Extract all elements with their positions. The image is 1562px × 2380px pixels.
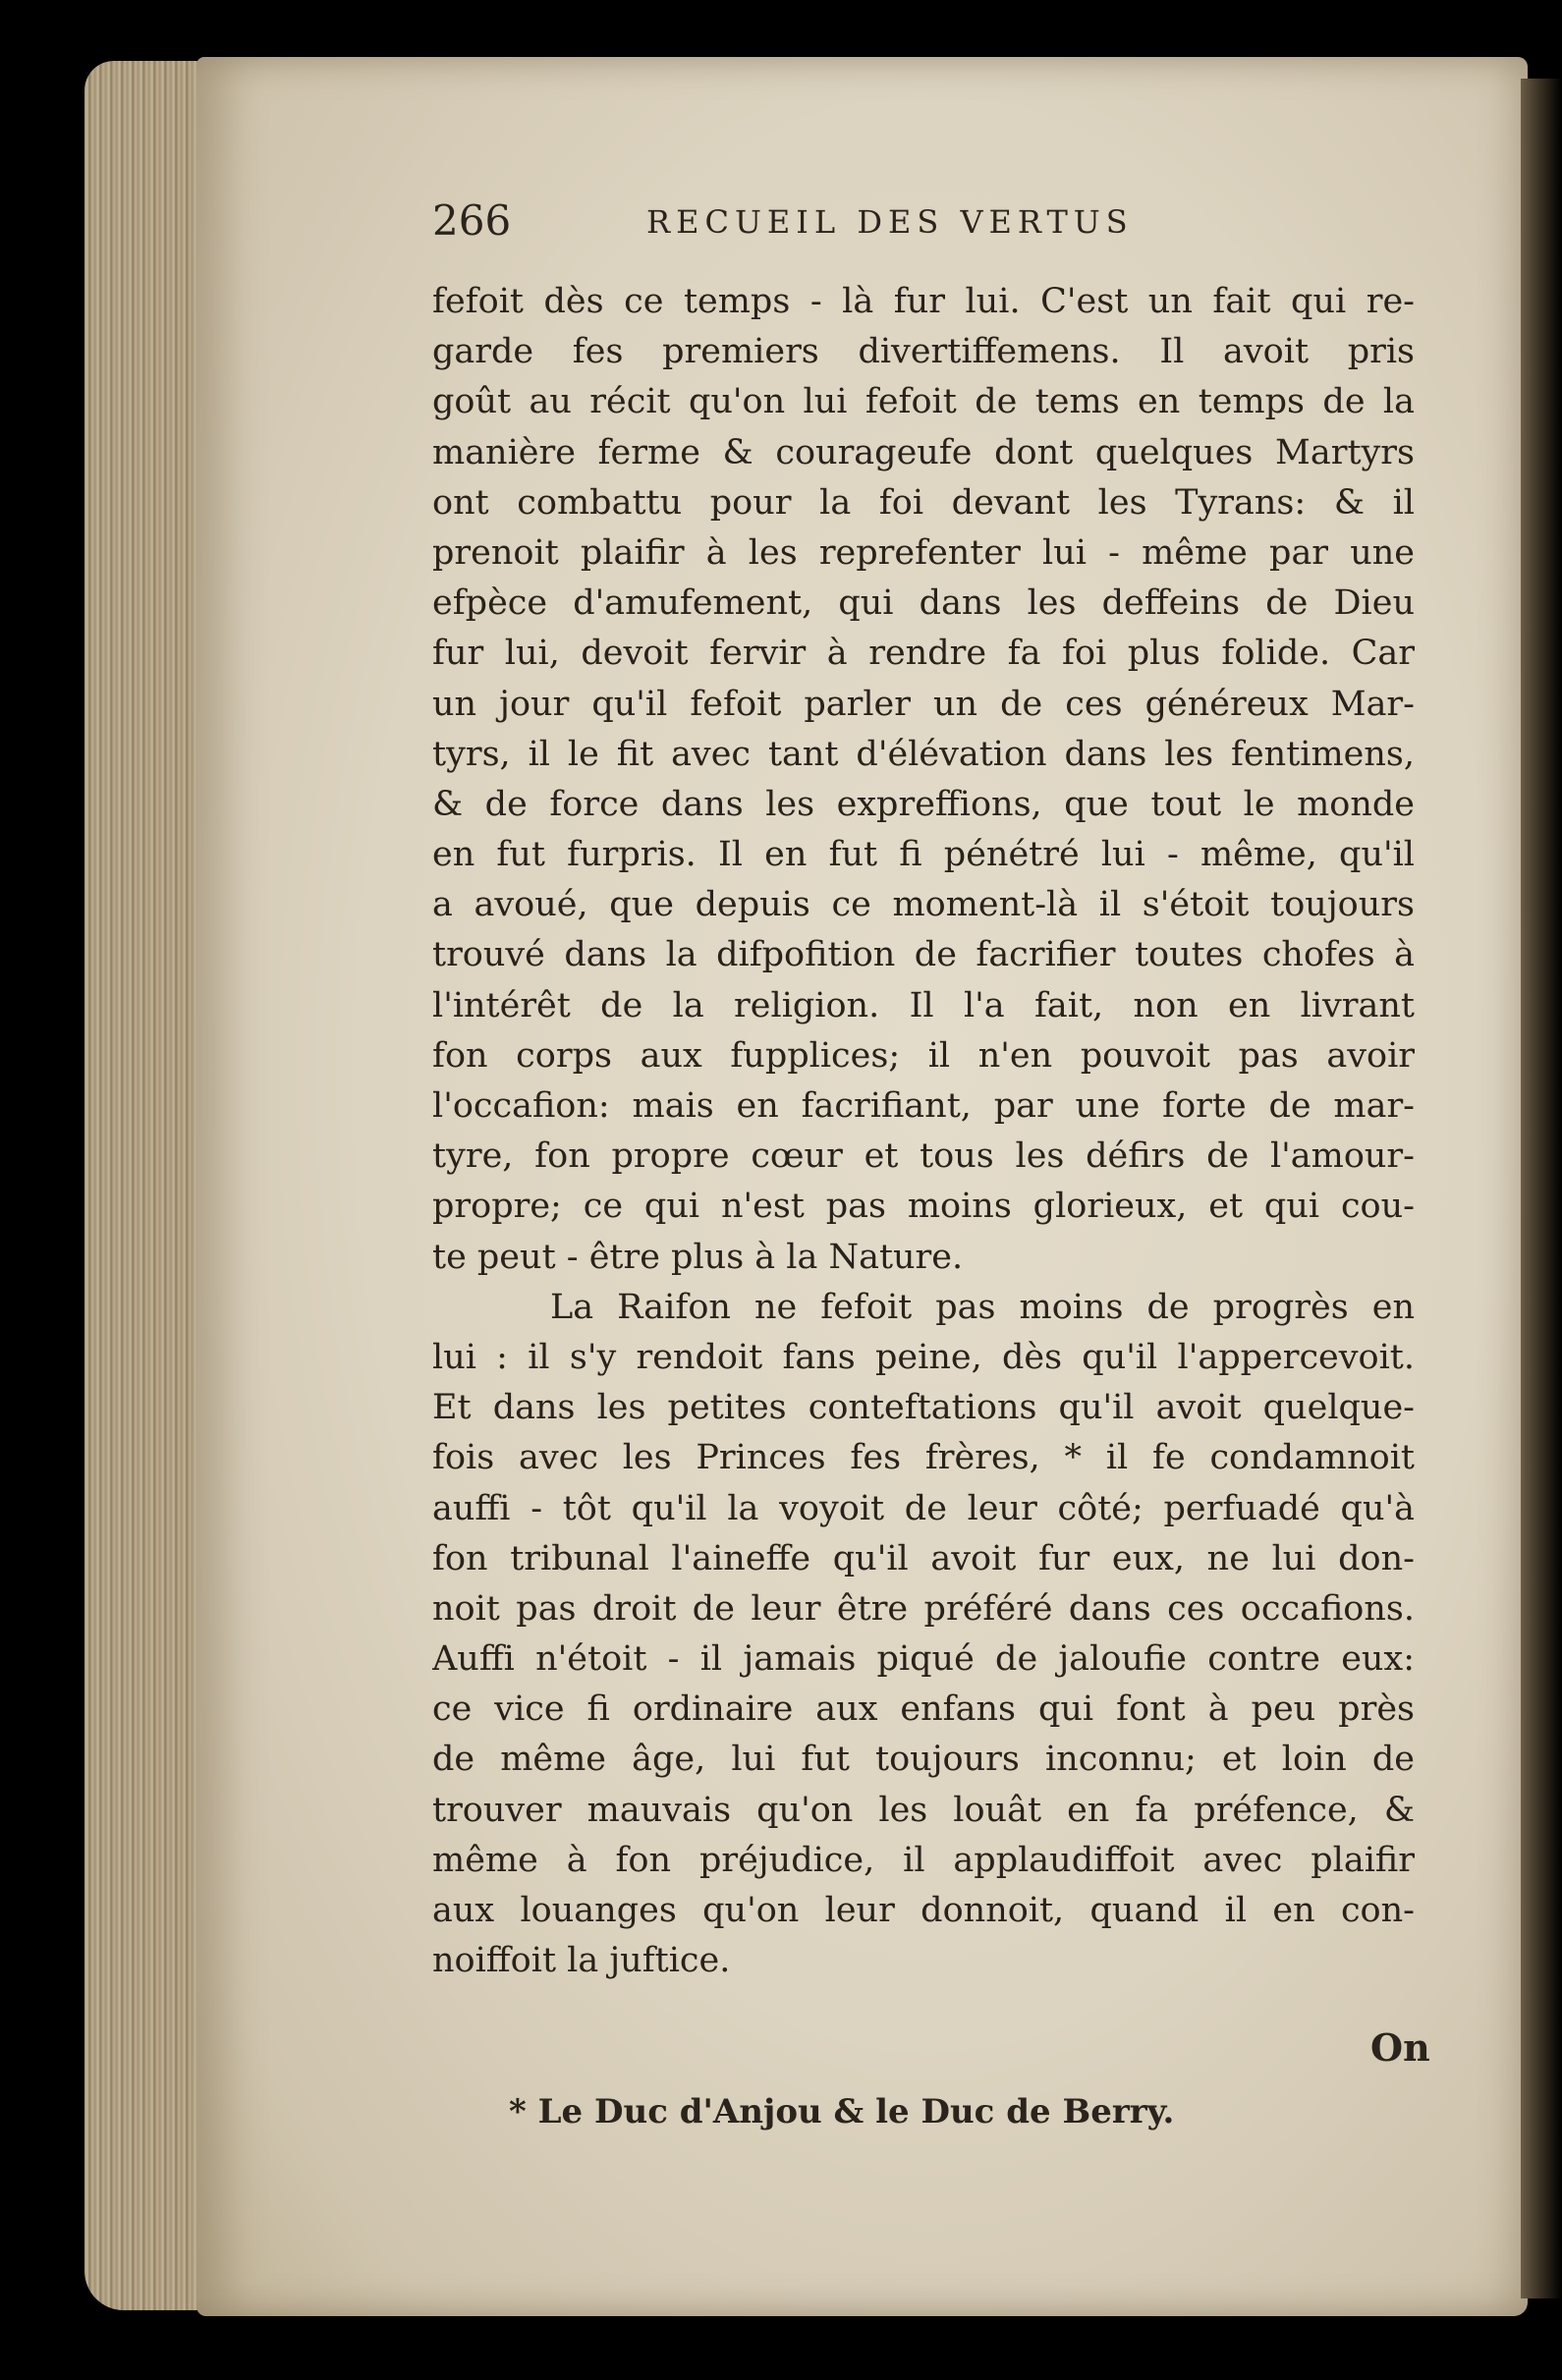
text-line: fois avec les Princes fes frères, * il fe condamnoit — [432, 1438, 1415, 1478]
text-line: Et dans les petites conteftations qu'il avoit quelque- — [432, 1388, 1415, 1428]
text-line: manière ferme & courageufe dont quelques Martyrs — [432, 432, 1415, 472]
text-line: fefoit dès ce temps - là fur lui. C'est un fait qui re- — [432, 282, 1415, 321]
text-line: aux louanges qu'on leur donnoit, quand il en con- — [432, 1891, 1415, 1930]
book-gutter — [1521, 79, 1562, 2298]
body-text — [432, 277, 1415, 1986]
text-line: a avoué, que depuis ce moment-là il s'étoit toujours — [432, 885, 1415, 925]
text-line: La Raifon ne fefoit pas moins de progrès en — [550, 1287, 1415, 1327]
text-line: trouver mauvais qu'on les louât en fa préfence, & — [432, 1790, 1415, 1830]
page-number: 266 — [432, 196, 512, 245]
text-line: & de force dans les expreffions, que tout le monde — [432, 784, 1415, 824]
text-line: prenoit plaifir à les reprefenter lui - même par une — [432, 532, 1415, 573]
text-line: fon tribunal l'aineffe qu'il avoit fur eux, ne lui don- — [432, 1538, 1415, 1578]
text-line: l'intérêt de la religion. Il l'a fait, non en livrant — [432, 985, 1415, 1025]
text-line: en fut furpris. Il en fut fi pénétré lui - même, qu'il — [432, 835, 1415, 875]
text-line: propre; ce qui n'est pas moins glorieux, et qui cou- — [432, 1187, 1415, 1227]
text-line: tyre, fon propre cœur et tous les défirs de l'amour- — [432, 1136, 1415, 1177]
text-line: te peut - être plus à la Nature. — [432, 1237, 964, 1277]
text-line: lui : il s'y rendoit fans peine, dès qu'il l'appercevoit. — [432, 1337, 1415, 1377]
text-line: l'occafion: mais en facrifiant, par une forte de mar- — [432, 1086, 1415, 1126]
catchword: On — [1370, 2025, 1430, 2070]
text-line: noit pas droit de leur être préféré dans ces occafions. — [432, 1588, 1415, 1629]
text-line: un jour qu'il fefoit parler un de ces généreux Mar- — [432, 684, 1415, 724]
text-line: ont combattu pour la foi devant les Tyrans: & il — [432, 482, 1415, 523]
text-line: même à fon préjudice, il applaudiffoit avec plaifir — [432, 1840, 1415, 1880]
text-line: trouvé dans la difpofition de facrifier toutes chofes à — [432, 935, 1415, 975]
text-line: fur lui, devoit fervir à rendre fa foi plus folide. Car — [432, 634, 1415, 674]
text-line: fon corps aux fupplices; il n'en pouvoit pas avoir — [432, 1035, 1415, 1076]
text-line: goût au récit qu'on lui fefoit de tems en temps de la — [432, 382, 1415, 422]
footnote: * Le Duc d'Anjou & le Duc de Berry. — [509, 2092, 1175, 2131]
text-line: ce vice fi ordinaire aux enfans qui font à peu près — [432, 1689, 1415, 1730]
text-line: efpèce d'amufement, qui dans les deffeins de Dieu — [432, 583, 1415, 624]
text-line: Auffi n'étoit - il jamais piqué de jaloufie contre eux: — [432, 1639, 1415, 1680]
text-line: de même âge, lui fut toujours inconnu; et loin de — [432, 1740, 1415, 1780]
text-line: garde fes premiers divertiffemens. Il avoit pris — [432, 332, 1415, 372]
text-line: tyrs, il le fit avec tant d'élévation dans les fentimens, — [432, 734, 1415, 774]
running-head: RECUEIL DES VERTUS — [646, 203, 1134, 241]
text-line: auffi - tôt qu'il la voyoit de leur côté; perfuadé qu'à — [432, 1488, 1415, 1528]
text-line: noiffoit la juftice. — [432, 1941, 731, 1981]
